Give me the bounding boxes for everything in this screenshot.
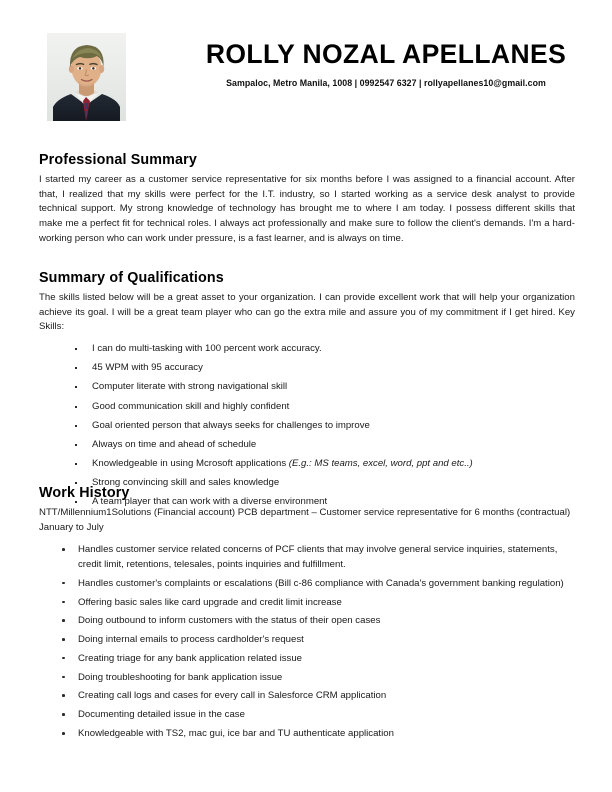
list-item: Documenting detailed issue in the case (39, 708, 575, 723)
list-item (39, 457, 575, 472)
list-item-label: Goal oriented person that always seeks for challenges to improve (92, 419, 370, 431)
qualifications-intro-text: The skills listed below will be a great asset to your organization. I can provide excellent work that will help your organization achieve its goal. I will be a great team player who can go the extra mile and assure you of my commitment if I get hired. Key Skills: (39, 292, 575, 333)
professional-summary-text: I started my career as a customer service representative for six months before I was assigned to a financial account. After that, I realized that my skills were perfect for the I.T. industry, so I started working as a service desk analyst to provide technical support. My strong knowledge of technology has brought me to where I am today. I possess different skills that make me a perfect fit for technical roles. I always act professionally and make sure to follow the client's demands. I'm a hard-working person who can work under pressure, is a fast learner, and is always on time. (39, 174, 575, 244)
list-item-label: A team player that can work with a diverse environment (92, 496, 328, 508)
name-block (190, 40, 582, 88)
list-item (39, 361, 575, 376)
list-item: Knowledgeable with TS2, mac gui, ice bar and TU authenticate application (39, 727, 575, 742)
list-item: Offering basic sales like card upgrade and credit limit increase (39, 596, 575, 611)
section-professional-summary (39, 152, 575, 246)
list-item (39, 400, 575, 415)
list-item-label: I can do multi-tasking with 100 percent work accuracy. (92, 342, 322, 354)
section-title-work-history: Work History (39, 485, 130, 501)
section-title-summary-of-qualifications: Summary of Qualifications (39, 270, 224, 286)
list-item (39, 419, 575, 434)
list-item-note: (E.g.: MS teams, excel, word, ppt and etc..) (288, 458, 473, 470)
page-title: ROLLY NOZAL APELLANES (205, 39, 567, 69)
applicant-photo (47, 33, 126, 121)
section-work-history (39, 485, 575, 746)
list-item: Doing outbound to inform customers with the status of their open cases (39, 614, 575, 629)
contact-line: Sampaloc, Metro Manila, 1008 | 0992547 6327 | rollyapellanes10@gmail.com (226, 77, 546, 88)
list-item (39, 438, 575, 453)
list-item: Handles customer's complaints or escalations (Bill c-86 compliance with Canada's government banking regulation) (39, 577, 575, 592)
list-item-label: Strong convincing skill and sales knowledge (92, 477, 280, 489)
list-item (39, 380, 575, 395)
list-item-label: Computer literate with strong navigational skill (92, 381, 288, 393)
list-item (39, 342, 575, 357)
list-item-label: Always on time and ahead of schedule (92, 438, 257, 450)
resume-header (0, 0, 612, 140)
work-duties-list (39, 543, 575, 741)
list-item-label: 45 WPM with 95 accuracy (92, 362, 203, 374)
employer-line: NTT/Millennium1Solutions (Financial account) PCB department – Customer service representative for 6 months (contractual) January to July (39, 507, 571, 533)
portrait-graphic (47, 33, 126, 121)
list-item: Doing internal emails to process cardholder's request (39, 633, 575, 648)
list-item: Creating call logs and cases for every call in Salesforce CRM application (39, 689, 575, 704)
list-item: Doing troubleshooting for bank application issue (39, 671, 575, 686)
list-item-label: Good communication skill and highly confident (92, 400, 290, 412)
section-summary-of-qualifications (39, 270, 575, 515)
list-item-label: Knowledgeable in using Mcrosoft applications (92, 458, 289, 470)
list-item: Handles customer service related concerns of PCF clients that may involve general service inquiries, statements, credit limit, retentions, telesales, points inquiries and fulfillment. (39, 543, 575, 572)
section-title-professional-summary: Professional Summary (39, 152, 197, 168)
list-item: Creating triage for any bank application related issue (39, 652, 575, 667)
